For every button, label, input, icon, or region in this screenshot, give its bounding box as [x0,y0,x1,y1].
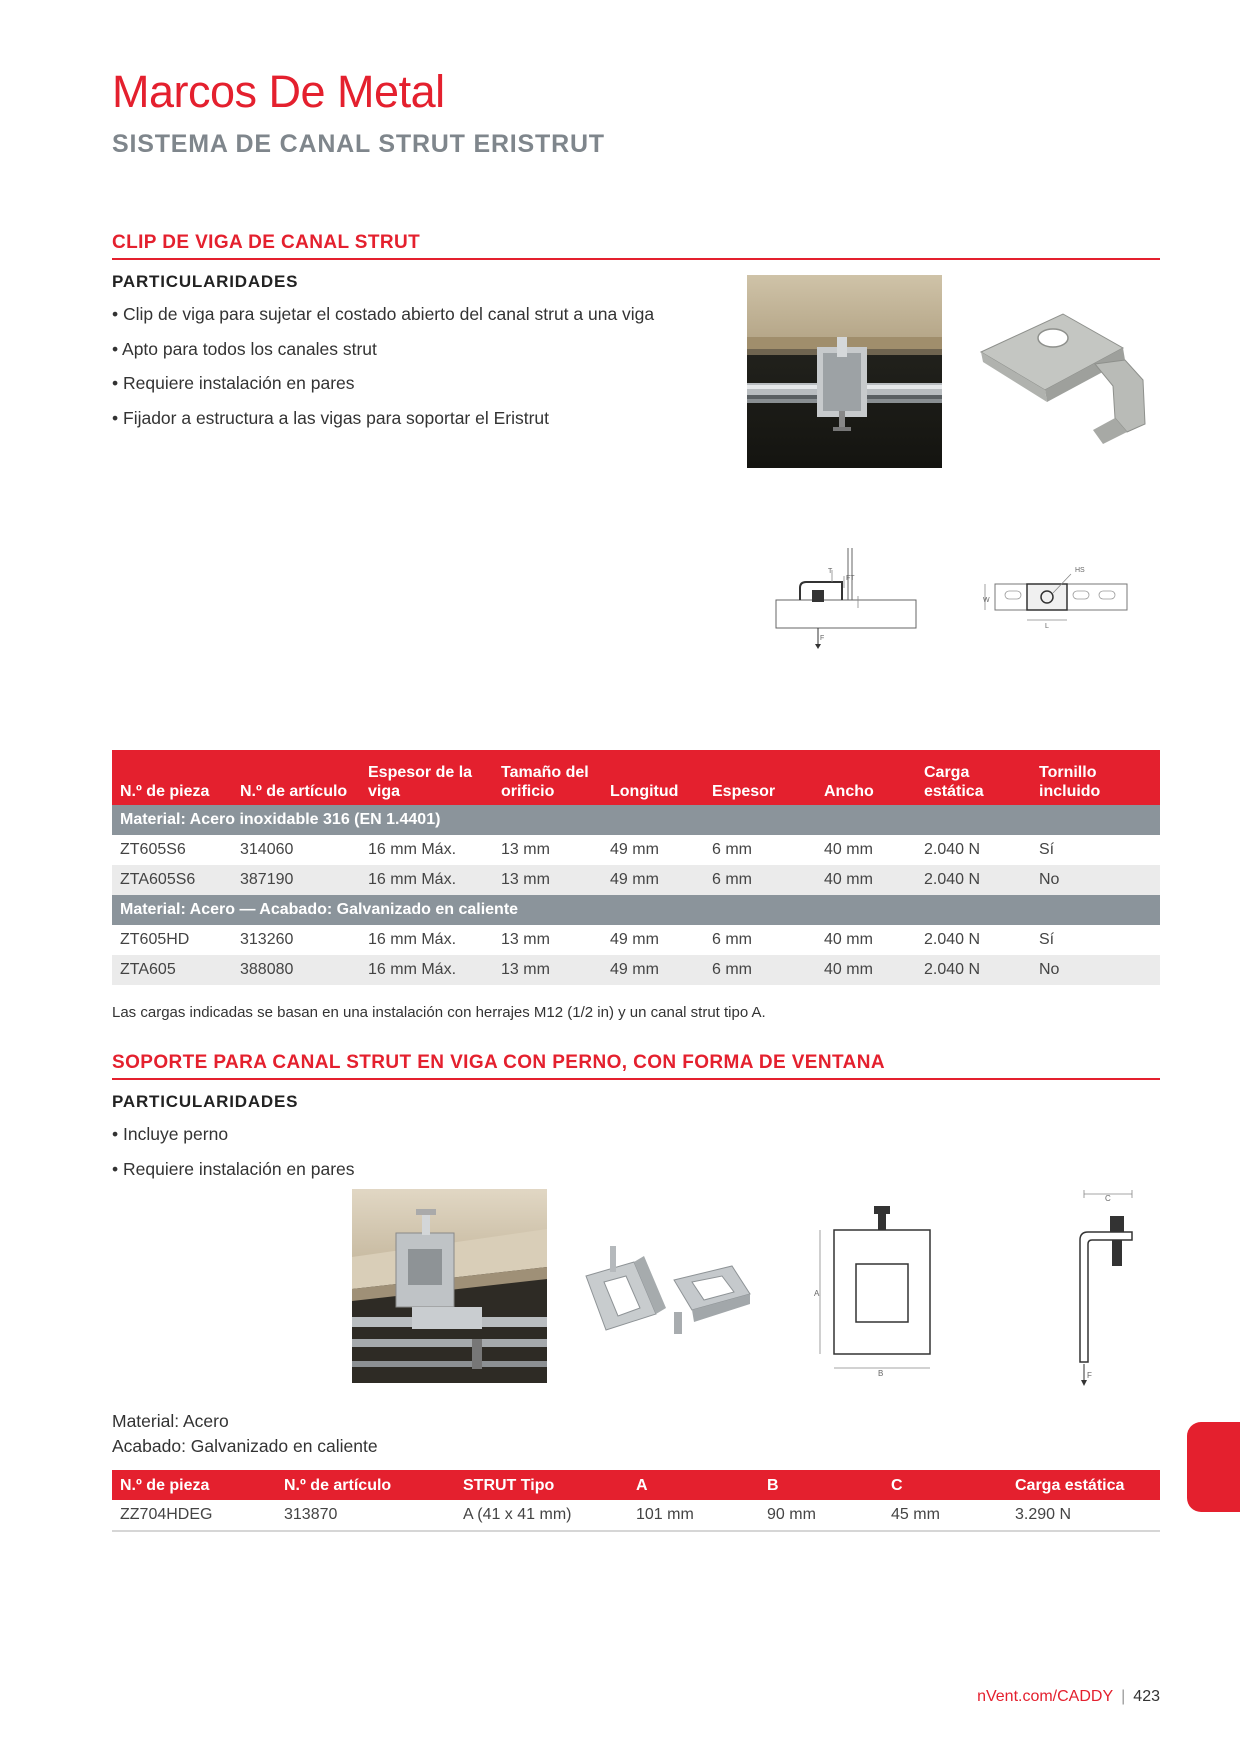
features-heading: PARTICULARIDADES [112,1092,299,1111]
page-number: 423 [1133,1688,1160,1705]
material-group-row: Material: Acero — Acabado: Galvanizado en caliente [112,895,1160,925]
col-header: C [883,1470,1007,1500]
col-header: N.º de artículo [276,1470,455,1500]
beam-clip-side-diagram [770,540,920,650]
col-header: Tornillo incluido [1031,750,1160,805]
table-row: ZZ704HDEG 313870 A (41 x 41 mm) 101 mm 90 mm 45 mm 3.290 N [120,1506,1072,1523]
dim-label-c: C [1105,1194,1111,1203]
col-header: STRUT Tipo [455,1470,628,1500]
material-group-row: Material: Acero inoxidable 316 (EN 1.4401) [112,805,1160,835]
table-row: ZT605HD 313260 16 mm Máx. 13 mm 49 mm 6 mm 40 mm 2.040 N Sí [120,931,1055,948]
col-header: Ancho [816,750,916,805]
window-bracket-side-diagram [1048,1188,1148,1388]
dim-label-l: L [1045,623,1049,630]
table-header-row [112,1470,1160,1500]
footer-separator: | [1121,1688,1126,1705]
features-heading: PARTICULARIDADES [112,272,299,291]
table-header-row [112,750,1160,805]
col-header: Carga estática [1007,1470,1160,1500]
feature-list [112,304,654,442]
section-title-window-bracket: SOPORTE PARA CANAL STRUT EN VIGA CON PERNO, CON FORMA DE VENTANA [112,1052,1160,1080]
beam-clip-spec-table [112,750,1160,985]
col-header: A [628,1470,759,1500]
dim-label-t: T [828,568,833,575]
table-row: ZTA605S6 387190 16 mm Máx. 13 mm 49 mm 6 mm 40 mm 2.040 N No [112,865,1160,895]
feature-list [112,1124,355,1193]
dim-label-b: B [878,1369,884,1378]
col-header: B [759,1470,883,1500]
load-note: Las cargas indicadas se basan en una instalación con herrajes M12 (1/2 in) y un canal strut tipo A. [112,1004,766,1021]
col-header: N.º de pieza [112,1470,276,1500]
dim-label-a: A [814,1289,820,1298]
page-subtitle: SISTEMA DE CANAL STRUT ERISTRUT [112,130,605,158]
window-bracket-spec-table [112,1470,1160,1532]
beam-clip-product-photo [975,300,1147,450]
feature-item: • Fijador a estructura a las vigas para soportar el Eristrut [112,408,654,443]
col-header: Longitud [602,750,704,805]
footer [977,1688,1160,1706]
page-title: Marcos De Metal [112,66,445,117]
col-header: N.º de pieza [112,750,232,805]
table-row: ZTA605 388080 16 mm Máx. 13 mm 49 mm 6 mm 40 mm 2.040 N No [112,955,1160,985]
feature-item: • Requiere instalación en pares [112,373,654,408]
dim-label-w: W [983,597,990,604]
dim-label-hs: HS [1075,567,1085,574]
feature-item: • Apto para todos los canales strut [112,339,654,374]
col-header: Carga estática [916,750,1031,805]
window-bracket-product-photo [582,1236,752,1346]
feature-item: • Clip de viga para sujetar el costado abierto del canal strut a una viga [112,304,654,339]
dim-label-f: F [820,635,825,642]
window-bracket-installation-photo [352,1189,547,1383]
col-header: Espesor [704,750,816,805]
finish-text: Acabado: Galvanizado en caliente [112,1436,378,1456]
feature-item: • Requiere instalación en pares [112,1159,355,1194]
table-row: ZT605S6 314060 16 mm Máx. 13 mm 49 mm 6 mm 40 mm 2.040 N Sí [120,841,1055,858]
col-header: Tamaño del orificio [493,750,602,805]
beam-clip-installation-photo [747,275,942,468]
feature-item: • Incluye perno [112,1124,355,1159]
chapter-tab [1187,1422,1240,1512]
col-header: N.º de artículo [232,750,360,805]
window-bracket-front-diagram [808,1198,958,1383]
dim-label-ft: FT [846,575,855,582]
material-text: Material: Acero [112,1411,229,1431]
section-title-beam-clip: CLIP DE VIGA DE CANAL STRUT [112,232,1160,260]
beam-clip-top-diagram [975,560,1135,630]
footer-url[interactable]: nVent.com/CADDY [977,1688,1114,1705]
dim-label-f: F [1087,1371,1092,1380]
col-header: Espesor de la viga [360,750,493,805]
